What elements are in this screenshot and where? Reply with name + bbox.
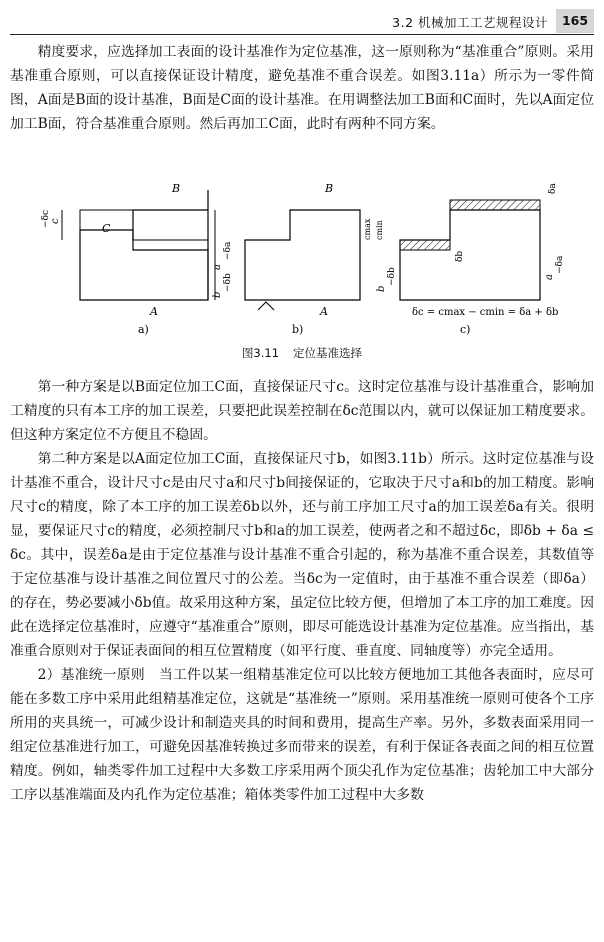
surface-c-label-a: C (102, 222, 111, 235)
dim-c-label-a: c (50, 218, 61, 224)
label-a: a) (138, 323, 149, 336)
tol-b-c: −δb (387, 267, 397, 286)
surface-a-label-a: A (150, 305, 158, 318)
tol-a-a: −δa (223, 241, 233, 260)
part-b-outline (245, 210, 360, 300)
delta-b-zone (400, 240, 450, 250)
locating-symbol (258, 302, 274, 310)
tol-b-a: −δb (223, 273, 233, 292)
surface-b-label-b: B (325, 182, 334, 195)
figure-svg (20, 180, 590, 340)
delta-b-label: δb (455, 250, 465, 262)
formula: δc = cmax − cmin = δa + δb (412, 307, 559, 318)
label-b: b) (292, 323, 304, 336)
dim-a-label-c: a (544, 274, 555, 280)
paragraph-1-block (10, 40, 594, 136)
dim-a-label-a: a (212, 264, 223, 270)
delta-a-label: δa (548, 183, 558, 194)
surface-a-label-b: A (320, 305, 328, 318)
caption-title: 定位基准选择 (293, 346, 363, 360)
cmin-label: cmin (375, 220, 384, 240)
c-dim-extension (80, 210, 208, 280)
paragraph-2: 第一种方案是以B面定位加工C面，直接保证尺寸c。这时定位基准与设计基准重合，影响加工精度的只有本工序的加工误差，只要把此误差控制在δc范围以内，就可以保证加工精度要求。但这种方案定位不方便且不稳固。 (10, 379, 594, 443)
label-c: c) (460, 323, 471, 336)
page-header (10, 8, 594, 35)
body-text (10, 375, 594, 807)
section-title: 3.2 机械加工工艺规程设计 (392, 15, 548, 30)
dim-b-label-a: b (212, 291, 223, 298)
paragraph-1: 精度要求，应选择加工表面的设计基准作为定位基准，这一原则称为“基准重合”原则。采用基准重合原则，可以直接保证设计精度，避免基准不重合误差。如图3.11a）所示为一零件简图，A面是B面的设计基准，B面是C面的设计基准。在用调整法加工B面和C面时，先以A面定位加工B面，符合基准重合原则。然后再加工C面，此时有两种不同方案。 (10, 44, 594, 132)
part-c-outline (400, 210, 540, 300)
sketch-a (80, 190, 208, 300)
paragraph-3: 第二种方案是以A面定位加工C面，直接保证尺寸b，如图3.11b）所示。这时定位基准与设计基准不重合，设计尺寸c是由尺寸a和尺寸b间接保证的，它取决于尺寸a和b的加工精度。影响尺寸c的精度，除了本工序的加工误差δb以外，还与前工序加工尺寸a的加工误差δa有关。很明显，要保证尺寸c的精度，必须控制尺寸b和a的加工误差，使两者之和不超过δc，即δb + δa ≤ δc。其中，误差δa是由于定位基准与设计基准不重合引起的，称为基准不重合误差，其数值等于定位基准与设计基准之间位置尺寸的公差。当δc为一定值时，由于基准不重合误差（即δa）的存在，势必要减小δb值。故采用这种方案，虽定位比较方便，但增加了本工序的加工难度。因此在选择定位基准时，应遵守“基准重合”原则，即尽可能选设计基准为定位基准。应当指出，基准重合原则对于保证表面间的相互位置精度（如平行度、垂直度、同轴度等）亦完全适用。 (10, 451, 594, 659)
paragraph-4: 2）基准统一原则 当工件以某一组精基准定位可以比较方便地加工其他各表面时，应尽可能在多数工序中采用此组精基准定位，这就是“基准统一”原则。采用基准统一原则可使各个工序所用的夹具统一，可减少设计和制造夹具的时间和费用，提高生产率。另外，多数表面采用同一组定位基准进行加工，可避免因基准转换过多而带来的误差，有利于保证各表面之间的相互位置精度。例如，轴类零件加工过程中大多数工序采用两个顶尖孔作为定位基准；齿轮加工中大部分工序以基准端面及内孔作为定位基准；箱体类零件加工过程中大多数 (10, 667, 594, 803)
cmax-label: cmax (363, 218, 372, 240)
tol-c-a: −δc (41, 210, 51, 228)
figure-caption (0, 345, 604, 361)
tol-a-c: −δa (555, 255, 565, 274)
surface-b-label-a: B (172, 182, 181, 195)
dim-b-label-c: b (376, 285, 387, 292)
caption-number: 图3.11 (241, 346, 280, 360)
page-number: 165 (556, 9, 594, 33)
delta-a-zone (450, 200, 540, 210)
figure-3-11 (20, 180, 590, 340)
